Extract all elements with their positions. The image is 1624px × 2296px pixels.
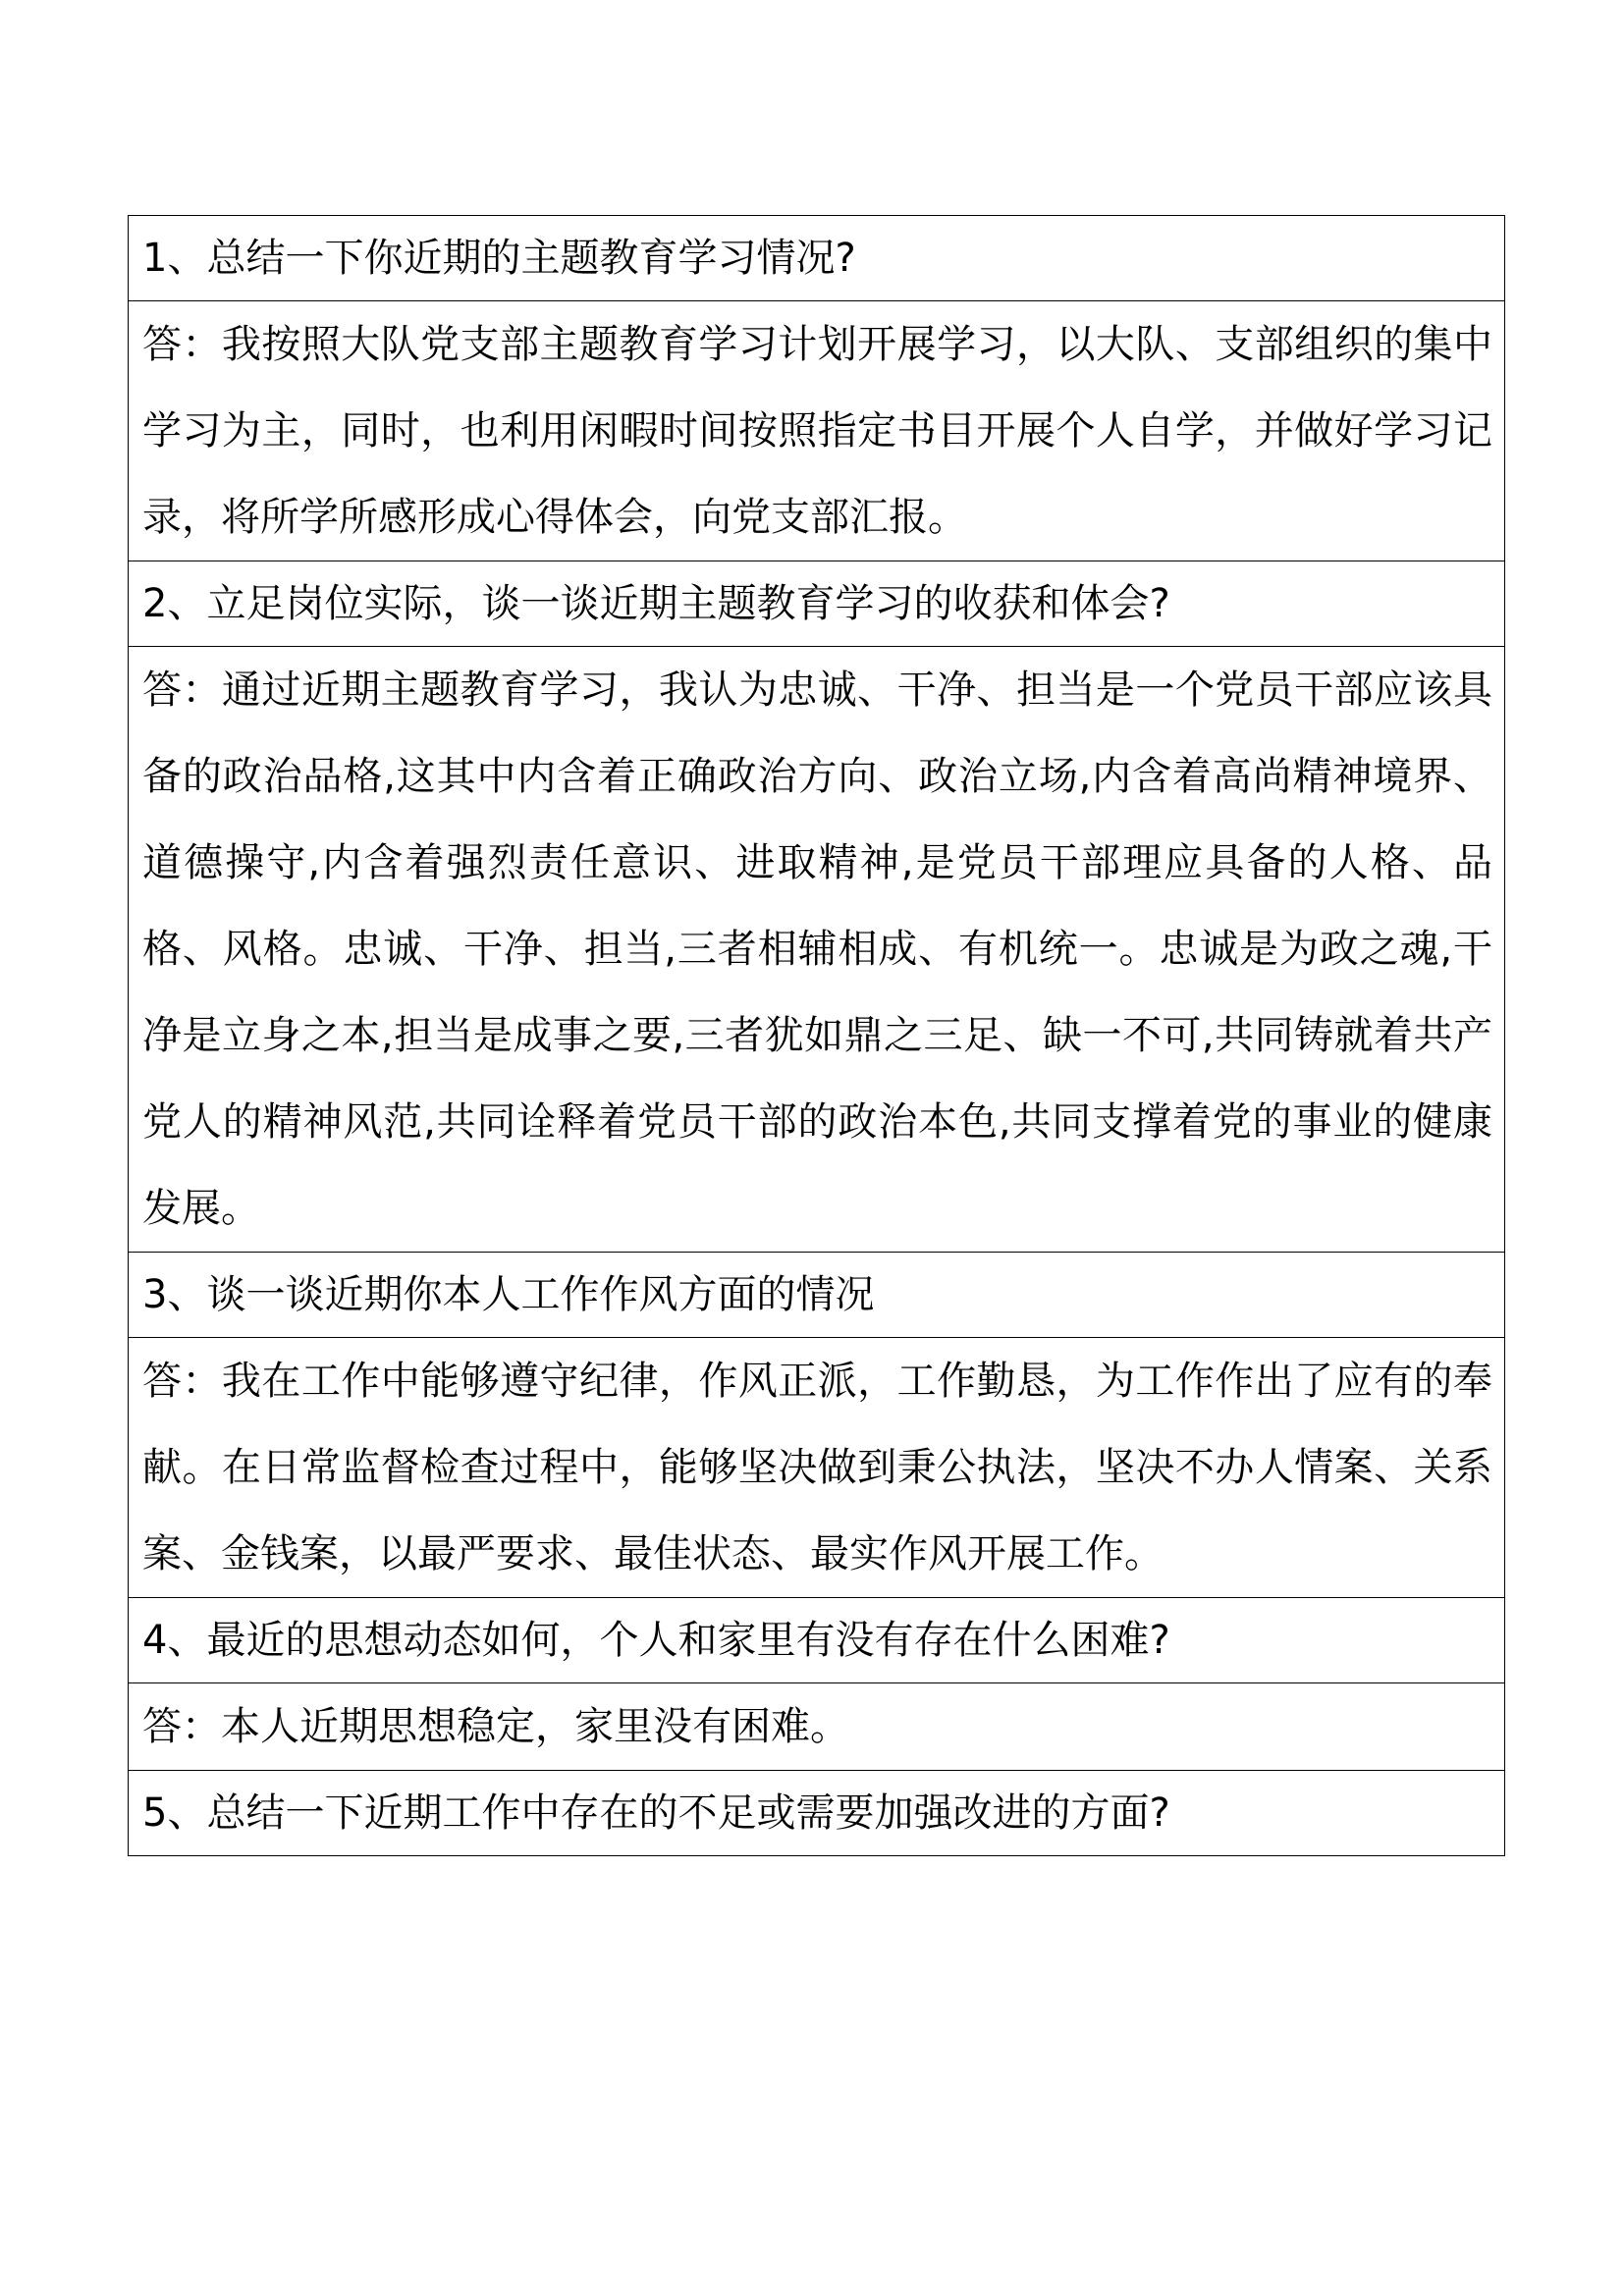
question-text-2: 2、立足岗位实际，谈一谈近期主题教育学习的收获和体会? — [142, 581, 1170, 626]
question-text-1: 1、总结一下你近期的主题教育学习情况? — [142, 236, 856, 281]
answer-text-4: 答：本人近期思想稳定，家里没有困难。 — [142, 1704, 849, 1749]
answer-row-4 — [129, 1683, 1505, 1771]
question-cell-1 — [129, 216, 1505, 301]
question-row-3 — [129, 1253, 1505, 1338]
answer-row-1 — [129, 301, 1505, 561]
question-cell-2 — [129, 561, 1505, 647]
answer-text-1: 答：我按照大队党支部主题教育学习计划开展学习，以大队、支部组织的集中学习为主，同时，也利用闲暇时间按照指定书目开展个人自学，并做好学习记录，将所学所感形成心得体会，向党支部汇报。 — [142, 322, 1492, 540]
question-row-2 — [129, 561, 1505, 647]
answer-text-2: 答：通过近期主题教育学习，我认为忠诚、干净、担当是一个党员干部应该具备的政治品格,这其中内含着正确政治方向、政治立场,内含着高尚精神境界、道德操守,内含着强烈责任意识、进取精神,是党员干部理应具备的人格、品格、风格。忠诚、干净、担当,三者相辅相成、有机统一。忠诚是为政之魂,干净是立身之本,担当是成事之要,三者犹如鼎之三足、缺一不可,共同铸就着共产党人的精神风范,共同诠释着党员干部的政治本色,共同支撑着党的事业的健康发展。 — [142, 667, 1492, 1231]
answer-cell-3 — [129, 1338, 1505, 1598]
qa-table — [128, 215, 1505, 1856]
answer-cell-1 — [129, 301, 1505, 561]
question-row-5 — [129, 1771, 1505, 1856]
answer-cell-2 — [129, 647, 1505, 1253]
question-row-4 — [129, 1598, 1505, 1683]
question-text-3: 3、谈一谈近期你本人工作作风方面的情况 — [142, 1272, 875, 1317]
question-row-1 — [129, 216, 1505, 301]
question-text-4: 4、最近的思想动态如何，个人和家里有没有存在什么困难? — [142, 1618, 1170, 1663]
answer-cell-4 — [129, 1683, 1505, 1771]
answer-row-2 — [129, 647, 1505, 1253]
question-cell-5 — [129, 1771, 1505, 1856]
question-cell-3 — [129, 1253, 1505, 1338]
answer-row-3 — [129, 1338, 1505, 1598]
question-cell-4 — [129, 1598, 1505, 1683]
answer-text-3: 答：我在工作中能够遵守纪律，作风正派，工作勤恳，为工作作出了应有的奉献。在日常监督检查过程中，能够坚决做到秉公执法，坚决不办人情案、关系案、金钱案，以最严要求、最佳状态、最实作风开展工作。 — [142, 1359, 1492, 1576]
question-text-5: 5、总结一下近期工作中存在的不足或需要加强改进的方面? — [142, 1790, 1170, 1836]
